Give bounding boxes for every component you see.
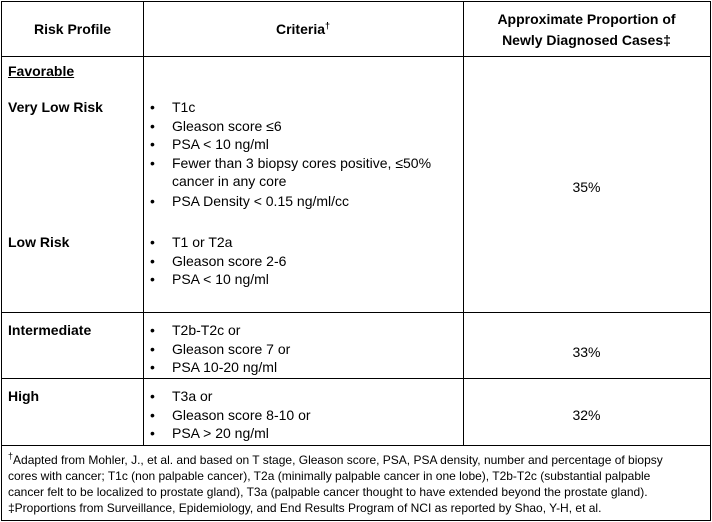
criterion: • PSA Density < 0.15 ng/ml/cc xyxy=(150,192,349,211)
high-criteria xyxy=(150,387,311,443)
row-divider-2 xyxy=(2,378,710,379)
criterion: • T1c xyxy=(150,98,431,117)
header-proportion-line1: Approximate Proportion of xyxy=(497,11,676,27)
header-criteria: Criteria† xyxy=(275,20,331,37)
footnote-line-2: cores with cancer; T1c (non palpable cancer), T2a (minimally palpable cancer in one lobe), T2b-T2c (substantial palpable xyxy=(8,469,651,483)
row-divider-1 xyxy=(2,312,710,313)
header-risk-profile: Risk Profile xyxy=(33,21,112,37)
criterion: • Fewer than 3 biopsy cores positive, ≤50% xyxy=(150,154,431,173)
footnote-line-4: ‡Proportions from Surveillance, Epidemiology, and End Results Program of NCI as reported by Shao, Y-H, et al. xyxy=(8,501,602,515)
footnotes xyxy=(8,452,708,516)
criterion: • PSA < 10 ng/ml xyxy=(150,135,431,154)
very-low-risk-criteria xyxy=(150,98,431,172)
criterion: • T2b-T2c or xyxy=(150,321,290,340)
intermediate-proportion: 33% xyxy=(572,344,601,360)
criterion: • Gleason score ≤6 xyxy=(150,117,431,136)
very-low-risk-label: Very Low Risk xyxy=(8,99,103,115)
header-divider xyxy=(2,56,710,57)
header-proportion-line2: Newly Diagnosed Cases‡ xyxy=(502,32,671,48)
footnote-divider xyxy=(2,445,710,446)
high-label: High xyxy=(8,388,40,404)
criterion-continuation: cancer in any core xyxy=(172,173,287,189)
favorable-proportion: 35% xyxy=(572,179,601,195)
footnote-line-1: †Adapted from Mohler, J., et al. and based on T stage, Gleason score, PSA, PSA density, number and percentage of biopsy xyxy=(8,451,663,467)
criterion: • T1 or T2a xyxy=(150,233,286,252)
low-risk-label: Low Risk xyxy=(8,234,70,250)
high-proportion: 32% xyxy=(572,407,601,423)
footnote-line-3: cancer felt to be localized to prostate gland), T3a (palpable cancer thought to have extended beyond the prostate gland). xyxy=(8,485,648,499)
very-low-risk-criteria-last xyxy=(150,192,349,211)
criterion: • Gleason score 8-10 or xyxy=(150,406,311,425)
criterion: • PSA > 20 ng/ml xyxy=(150,424,311,443)
intermediate-label: Intermediate xyxy=(8,322,92,338)
criterion: • PSA < 10 ng/ml xyxy=(150,270,286,289)
intermediate-criteria xyxy=(150,321,290,377)
criterion: • Gleason score 2-6 xyxy=(150,252,286,271)
low-risk-criteria xyxy=(150,233,286,289)
criterion: • PSA 10-20 ng/ml xyxy=(150,358,290,377)
criterion: • Gleason score 7 or xyxy=(150,340,290,359)
risk-table xyxy=(1,1,711,521)
favorable-group-label: Favorable xyxy=(8,63,75,79)
criterion: • T3a or xyxy=(150,387,311,406)
